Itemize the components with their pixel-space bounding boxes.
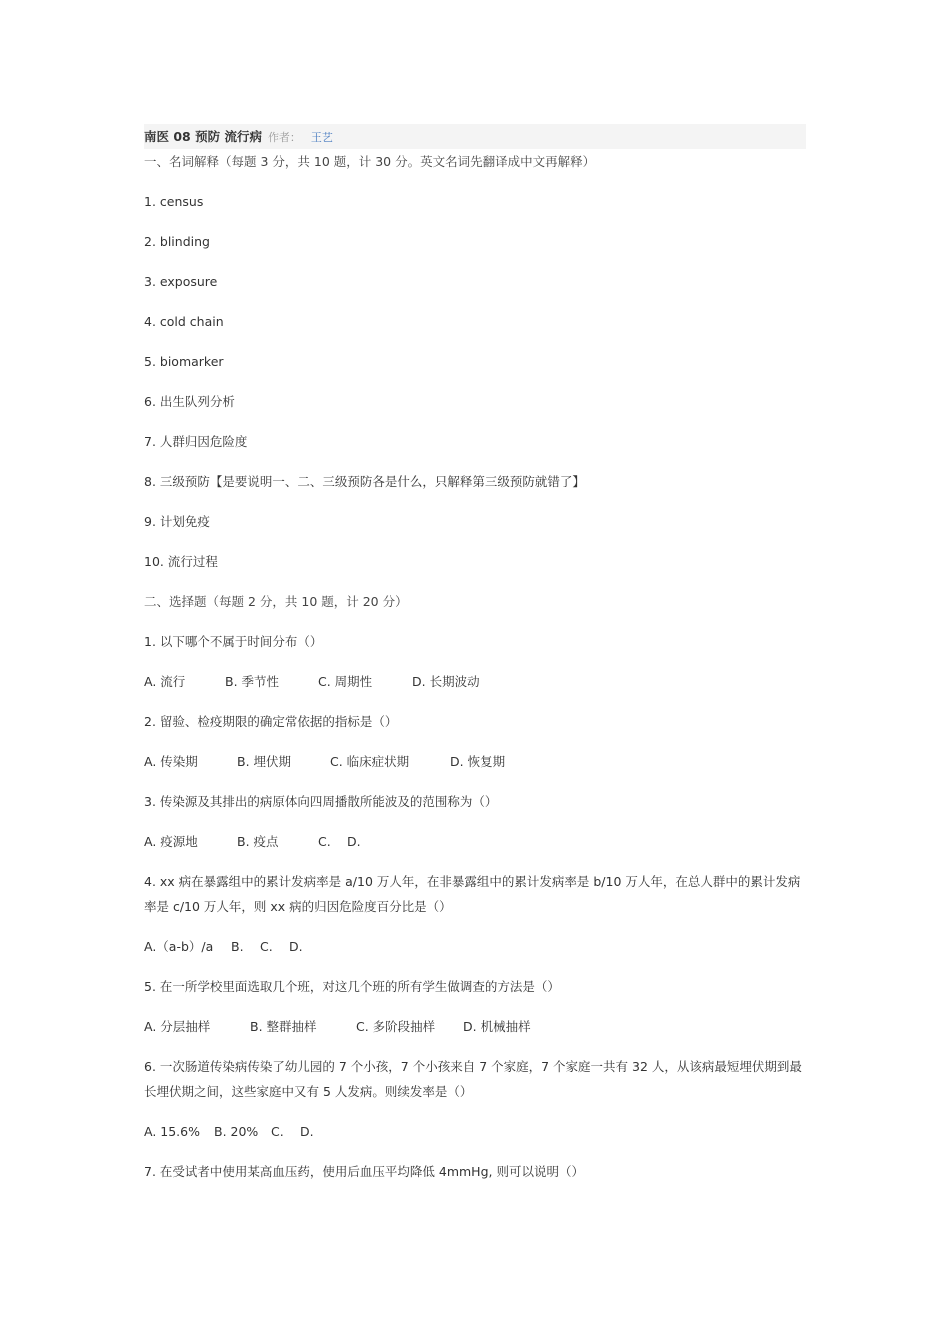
option-a: A.（a-b）/a <box>144 939 214 954</box>
option-b: B. 疫点 <box>237 834 279 849</box>
term-item: 6. 出生队列分析 <box>144 394 235 409</box>
term-item: 1. census <box>144 194 204 209</box>
section-2-heading: 二、选择题（每题 2 分，共 10 题，计 20 分） <box>144 594 408 609</box>
term-item: 2. blinding <box>144 234 210 249</box>
option-d: D. <box>289 939 303 954</box>
question-options <box>144 669 806 694</box>
term-item: 10. 流行过程 <box>144 554 218 569</box>
article-title-bar <box>144 124 806 149</box>
option-c: C. 多阶段抽样 <box>356 1019 436 1034</box>
option-d: D. <box>300 1124 314 1139</box>
document-page <box>144 124 806 1199</box>
option-a: A. 疫源地 <box>144 834 198 849</box>
question-options <box>144 1119 806 1144</box>
question-text: 1. 以下哪个不属于时间分布（） <box>144 634 323 649</box>
section-1-heading: 一、名词解释（每题 3 分，共 10 题，计 30 分。英文名词先翻译成中文再解释） <box>144 154 596 169</box>
article-title: 南医 08 预防 流行病 <box>144 129 262 144</box>
option-b: B. <box>231 939 244 954</box>
option-c: C. <box>260 939 273 954</box>
question-text: 5. 在一所学校里面选取几个班，对这几个班的所有学生做调查的方法是（） <box>144 979 560 994</box>
term-item: 5. biomarker <box>144 354 224 369</box>
option-a: A. 传染期 <box>144 754 198 769</box>
option-d: D. 机械抽样 <box>463 1019 531 1034</box>
term-item: 3. exposure <box>144 274 218 289</box>
author-link[interactable]: 王艺 <box>310 131 333 144</box>
question-text: 6. 一次肠道传染病传染了幼儿园的 7 个小孩，7 个小孩来自 7 个家庭，7 个家庭一共有 32 人，从该病最短埋伏期到最长埋伏期之间，这些家庭中又有 5 人发病。则续发率是（） <box>144 1059 802 1099</box>
option-b: B. 整群抽样 <box>250 1019 317 1034</box>
option-d: D. 恢复期 <box>450 754 506 769</box>
option-b: B. 埋伏期 <box>237 754 292 769</box>
question-text: 7. 在受试者中使用某高血压药，使用后血压平均降低 4mmHg, 则可以说明（） <box>144 1164 584 1179</box>
question-text: 3. 传染源及其排出的病原体向四周播散所能波及的范围称为（） <box>144 794 498 809</box>
option-c: C. 临床症状期 <box>330 754 410 769</box>
option-a: A. 分层抽样 <box>144 1019 211 1034</box>
option-c: C. 周期性 <box>318 674 373 689</box>
option-b: B. 20% <box>214 1124 259 1139</box>
question-text: 2. 留验、检疫期限的确定常依据的指标是（） <box>144 714 398 729</box>
option-d: D. <box>347 834 361 849</box>
term-item: 9. 计划免疫 <box>144 514 210 529</box>
question-options <box>144 1014 806 1039</box>
option-c: C. <box>318 834 331 849</box>
option-d: D. 长期波动 <box>412 674 480 689</box>
option-a: A. 流行 <box>144 674 186 689</box>
option-b: B. 季节性 <box>225 674 280 689</box>
question-options <box>144 749 806 774</box>
question-text: 4. xx 病在暴露组中的累计发病率是 a/10 万人年，在非暴露组中的累计发病率是 b/10 万人年，在总人群中的累计发病率是 c/10 万人年，则 xx 病的归因危险度百分比是（） <box>144 874 801 914</box>
author-label: 作者： <box>267 131 301 144</box>
question-options <box>144 934 806 959</box>
question-options <box>144 829 806 854</box>
term-item: 4. cold chain <box>144 314 224 329</box>
term-item: 7. 人群归因危险度 <box>144 434 248 449</box>
option-a: A. 15.6% <box>144 1124 200 1139</box>
term-item: 8. 三级预防【是要说明一、二、三级预防各是什么，只解释第三级预防就错了】 <box>144 474 585 489</box>
option-c: C. <box>271 1124 284 1139</box>
